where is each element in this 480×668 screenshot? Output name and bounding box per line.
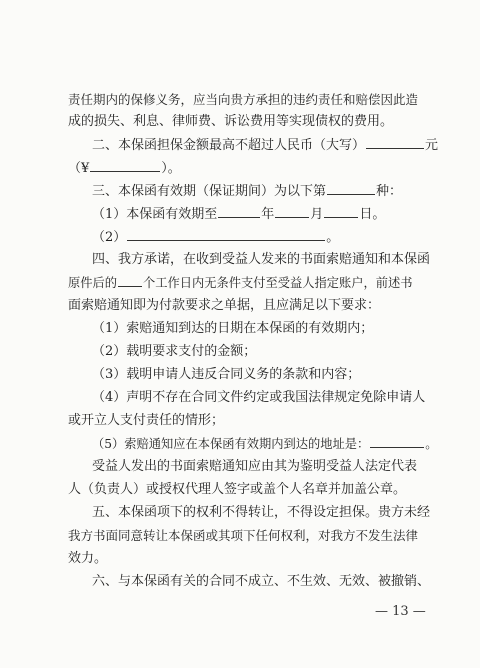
address-line: （5）索赔通知应在本保函有效期内到达的地址是： 。 (92, 437, 438, 451)
working-days-blank (118, 274, 142, 287)
text-line: （4）声明不存在合同文件约定或我国法律规定免除申请人 (92, 390, 426, 405)
text-line: （3）载明申请人违反合同义务的条款和内容； (92, 367, 361, 382)
guarantee-amount-line: 二、本保函担保金额最高不超过人民币（大写） 元 (92, 138, 439, 153)
month-blank (275, 205, 309, 218)
text-line: 责任期内的保修义务，应当向贵方承担的违约责任和赔偿因此造 (68, 92, 419, 107)
text-line: 面索赔通知即为付款要求之单据，且应满足以下要求： (68, 298, 381, 313)
address-blank (370, 435, 424, 448)
text-line: 五、本保函项下的权利不得转让，不得设定担保。贵方未经 (92, 505, 431, 520)
validity-date-line: （1）本保函有效期至 年 月 日。 (92, 207, 386, 222)
text-line: 四、我方承诺，在收到受益人发来的书面索赔通知和本保函 (92, 252, 431, 267)
text-line: 成的损失、利息、律师费、诉讼费用等实现债权的费用。 (68, 114, 394, 129)
text-line: 或开立人支付责任的情形； (68, 413, 225, 428)
day-blank (324, 205, 358, 218)
text-line: （1）索赔通知到达的日期在本保函的有效期内； (92, 321, 374, 336)
validity-option-two-line: （2） 。 (92, 230, 340, 245)
year-blank (218, 205, 260, 218)
text-line: 我方书面同意转让本保函或其项下任何权利，对我方不发生法律 (68, 528, 419, 543)
working-days-line: 原件后的 个工作日内无条件支付至受益人指定账户，前述书 (68, 276, 413, 290)
text-line: 六、与本保函有关的合同不成立、不生效、无效、被撤销、 (92, 574, 431, 589)
text-line: 人（负责人）或授权代理人签字或盖个人名章并加盖公章。 (68, 482, 407, 497)
validity-option-line: 三、本保函有效期（保证期间）为以下第 种： (92, 184, 403, 199)
option-number-blank (327, 182, 375, 195)
option-two-blank (127, 228, 325, 241)
text-line: 受益人发出的书面索赔通知应由其为鉴明受益人法定代表 (92, 459, 418, 474)
amount-figures-line: （¥ ）。 (68, 161, 181, 176)
page-number: — 13 — (375, 604, 426, 619)
amount-words-blank (366, 136, 424, 149)
text-line: 效力。 (68, 551, 108, 566)
amount-figures-blank (90, 159, 160, 172)
text-line: （2）载明要求支付的金额； (92, 344, 257, 359)
